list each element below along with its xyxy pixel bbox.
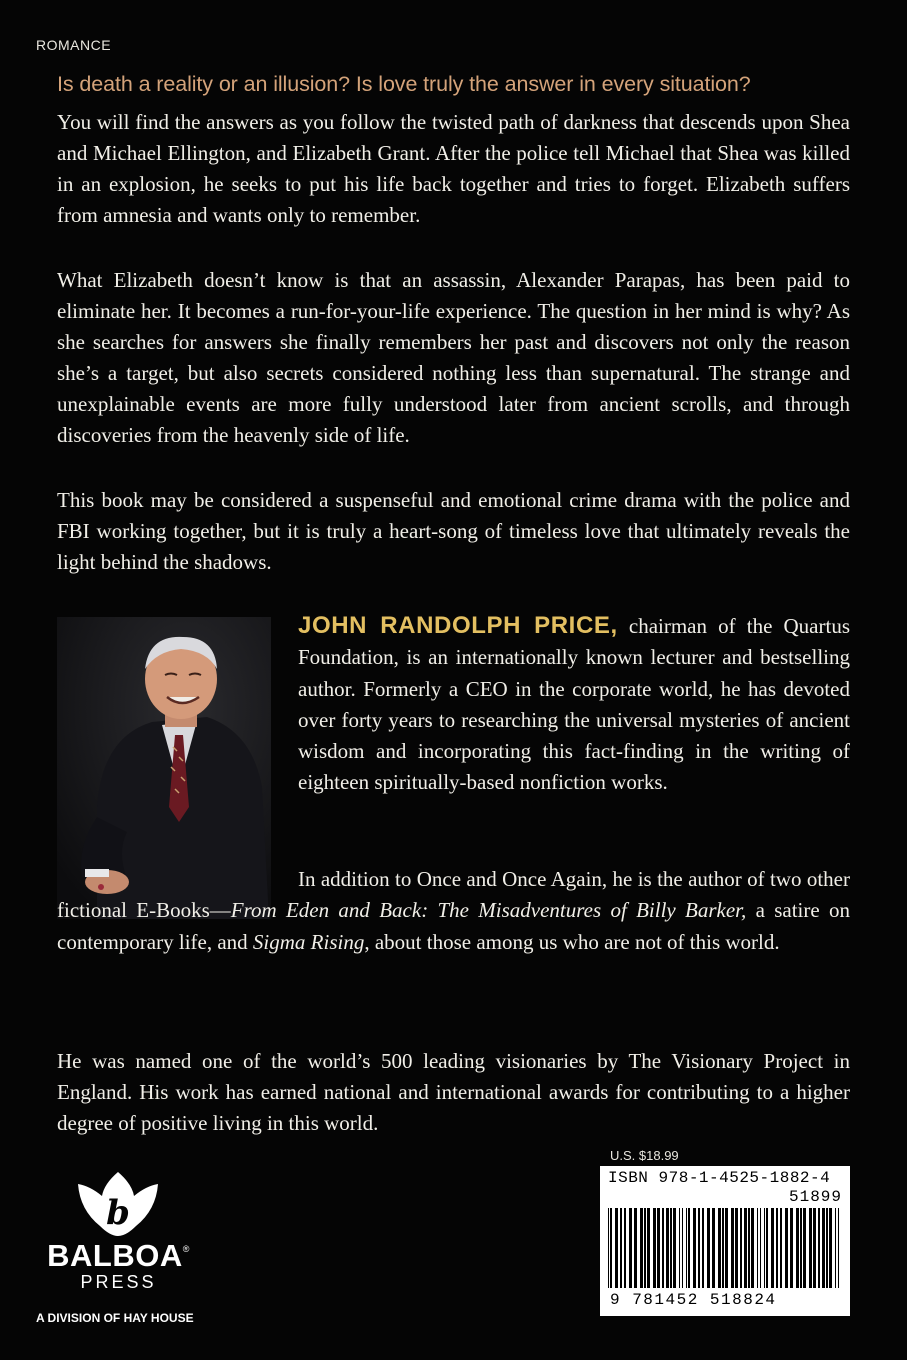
- barcode-bars: [608, 1208, 842, 1292]
- lotus-icon: [76, 1170, 161, 1238]
- barcode-bar: [629, 1208, 632, 1288]
- barcode-bar: [682, 1208, 683, 1288]
- barcode-bar: [640, 1208, 643, 1288]
- barcode-bar: [757, 1208, 758, 1288]
- barcode-bar: [751, 1208, 754, 1288]
- barcode-bar: [725, 1208, 728, 1288]
- barcode-bar: [771, 1208, 774, 1288]
- barcode-bar: [813, 1208, 816, 1288]
- barcode-bar: [785, 1208, 788, 1288]
- barcode-bar: [826, 1208, 828, 1288]
- barcode-bar: [748, 1208, 750, 1288]
- blurb-paragraph-1: You will find the answers as you follow the twisted path of darkness that descends upon Shea and Michael Ellington, and Elizabeth Grant. After the police tell Michael that Shea was killed in an explosion, he seeks to put his life back together and tries to forget. Elizabeth suffers from amnesia and wants only to remember.: [57, 110, 850, 227]
- barcode-bar: [760, 1208, 761, 1288]
- barcode-bar: [722, 1208, 724, 1288]
- other-works-mid: a satire on contemporary life, and: [57, 898, 850, 954]
- blurb-paragraph-2: What Elizabeth doesn’t know is that an assassin, Alexander Parapas, has been paid to eliminate her. It becomes a run-for-your-life experience. The question in her mind is why? As she searches for answers she finally remembers her past and discovers not only the reason she’s a target, but also secrets considered nothing less than supernatural. The strange and unexplainable events are more fully understood later from ancient scrolls, and through discoveries from the heavenly side of life.: [57, 268, 850, 447]
- barcode-bar: [803, 1208, 806, 1288]
- barcode-bar: [829, 1208, 832, 1288]
- barcode-bar: [838, 1208, 839, 1288]
- barcode-bar: [835, 1208, 836, 1288]
- barcode-bar: [822, 1208, 825, 1288]
- author-bio-text: chairman of the Quartus Foundation, is an internationally known lecturer and bestselling author. Formerly a CEO in the corporate world, he has devoted over forty years to researching the universal mysteries of ancient wisdom and incorporating this fact-finding in the writing of eighteen spiritually-based nonfiction works.: [298, 614, 850, 795]
- barcode-bar: [800, 1208, 802, 1288]
- registered-mark: ®: [182, 1244, 190, 1254]
- barcode-bar: [679, 1208, 680, 1288]
- barcode-bar: [702, 1208, 704, 1288]
- tagline-question: Is death a reality or an illusion? Is love truly the answer in every situation?: [57, 72, 751, 96]
- author-other-works: [57, 864, 850, 958]
- publisher-brand: [36, 1238, 201, 1274]
- barcode-bar: [809, 1208, 812, 1288]
- barcode-bar: [764, 1208, 765, 1288]
- barcode-bar: [718, 1208, 721, 1288]
- author-honors: He was named one of the world’s 500 leading visionaries by The Visionary Project in England. His work has earned national and international awards for contributing to a higher degree of positive living in this world.: [57, 1049, 850, 1135]
- barcode-bar: [790, 1208, 793, 1288]
- isbn-number: ISBN 978-1-4525-1882-4: [608, 1169, 831, 1187]
- genre-label: ROMANCE: [36, 37, 112, 53]
- barcode-bar: [647, 1208, 650, 1288]
- barcode-bar: [712, 1208, 715, 1288]
- other-works-title-1: From Eden and Back: The Misadventures of Billy Barker,: [230, 898, 747, 923]
- blurb-paragraph-3: This book may be considered a suspenseful and emotional crime drama with the police and FBI working together, but it is truly a heart-song of timeless love that ultimately reveals the light behind the shadows.: [57, 488, 850, 574]
- barcode-bar: [673, 1208, 676, 1288]
- barcode-bar: [662, 1208, 664, 1288]
- price-label: U.S. $18.99: [610, 1148, 679, 1163]
- barcode-bar: [698, 1208, 700, 1288]
- barcode-bar: [780, 1208, 782, 1288]
- other-works-title-2: Sigma Rising: [252, 929, 365, 954]
- publisher-sub: PRESS: [80, 1272, 157, 1292]
- publisher-division: A DIVISION OF HAY HOUSE: [36, 1311, 194, 1325]
- barcode-bar: [740, 1208, 742, 1288]
- barcode-bar: [776, 1208, 778, 1288]
- barcode-bar: [657, 1208, 660, 1288]
- barcode-bar: [624, 1208, 626, 1288]
- barcode-bar: [610, 1208, 612, 1288]
- publisher-logo: [36, 1170, 206, 1330]
- author-name: JOHN RANDOLPH PRICE,: [298, 612, 618, 639]
- barcode-bar: [686, 1208, 687, 1288]
- barcode-bar: [766, 1208, 768, 1288]
- barcode-bar: [731, 1208, 734, 1288]
- price-code: 51899: [788, 1188, 842, 1206]
- barcode-bar: [608, 1208, 609, 1288]
- barcode-bar: [744, 1208, 747, 1288]
- publisher-brand-text: BALBOA: [47, 1238, 183, 1273]
- barcode-bar: [634, 1208, 637, 1288]
- barcode-bar: [666, 1208, 669, 1288]
- barcode-bar: [615, 1208, 618, 1288]
- other-works-intro: In addition to Once and Once Again, he is the author of two other fictional E-Books—: [57, 867, 850, 923]
- logo-letter: b: [106, 1193, 130, 1233]
- barcode-bar: [818, 1208, 820, 1288]
- barcode-bar: [707, 1208, 710, 1288]
- author-bio: [298, 610, 850, 799]
- other-works-outro: , about those among us who are not of this world.: [364, 929, 780, 954]
- barcode-bar: [693, 1208, 696, 1288]
- ean-number: 9 781452 518824: [610, 1291, 777, 1309]
- barcode-bar: [620, 1208, 622, 1288]
- barcode-bar: [644, 1208, 646, 1288]
- barcode-bar: [688, 1208, 690, 1288]
- barcode-bar: [670, 1208, 672, 1288]
- barcode-bar: [796, 1208, 799, 1288]
- barcode-bar: [653, 1208, 656, 1288]
- isbn-barcode: [600, 1166, 850, 1316]
- barcode-bar: [735, 1208, 738, 1288]
